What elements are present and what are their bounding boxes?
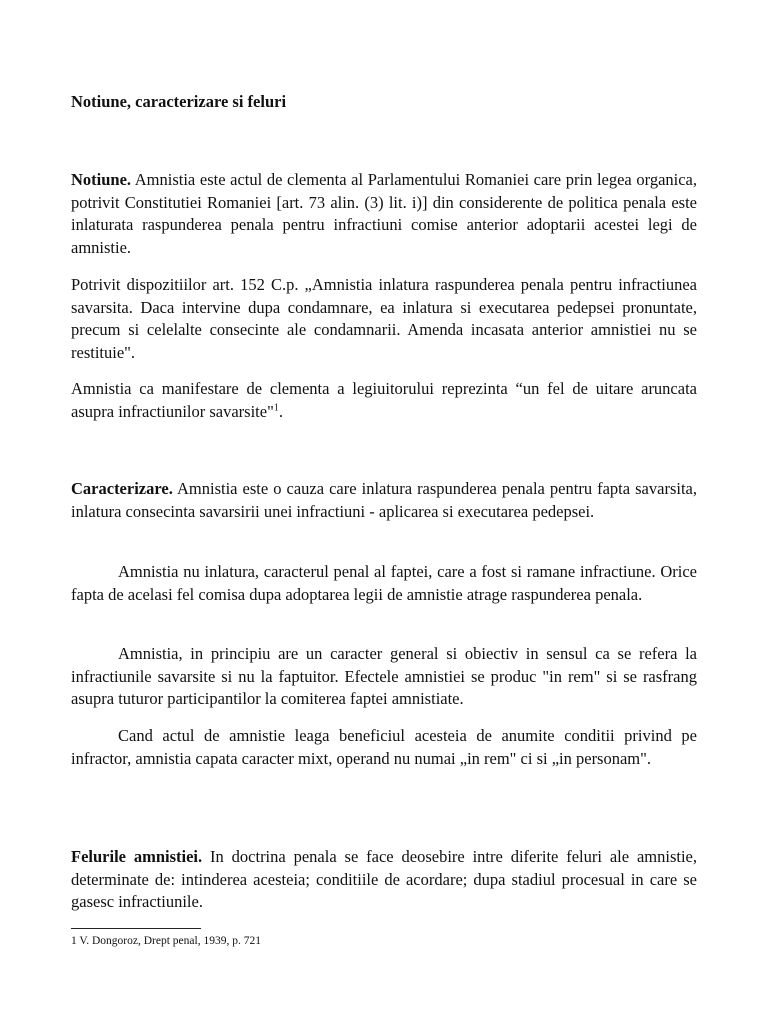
paragraph-clementa [71, 378, 697, 423]
paragraph-tail: . [278, 401, 283, 421]
document-title: Notiune, caracterizare si feluri [71, 92, 287, 111]
paragraph-text: Amnistia este actul de clementa al Parlamentului Romaniei care prin legea organica, potrivit Constitutiei Romaniei [art. 73 alin. (3) lit. i)] din considerente de politica penala este inlaturata raspunderea penala pentru infractiuni comise anterior adoptarii acestei legi de amnistie. [71, 170, 697, 257]
paragraph-text: Amnistia este o cauza care inlatura raspunderea penala pentru fapta savarsita, inlatura consecinta savarsirii unei infractiuni - aplicarea si executarea pedepsei. [71, 479, 697, 521]
paragraph-lead: Felurile amnistiei. [71, 847, 203, 866]
paragraph-text: Potrivit dispozitiilor art. 152 C.p. „Amnistia inlatura raspunderea penala pentru infractiunea savarsita. Daca intervine dupa condamnare, ea inlatura si executarea pedepsei pronuntate, precum si celelalte consecinte ale condamnarii. Amenda incasata anterior amnistiei nu se restituie". [71, 275, 697, 362]
paragraph-notiune [71, 169, 697, 259]
paragraph-lead: Caracterizare. [71, 479, 173, 498]
paragraph-art-152 [71, 274, 697, 364]
paragraph-text: In doctrina penala se face deosebire intre diferite feluri ale amnistie, determinate de: intinderea acesteia; conditiile de acordare; dupa stadiul procesual in care se gasesc infractiunile. [71, 847, 697, 911]
footnote-number: 1 [71, 935, 77, 947]
paragraph-caracterizare [71, 478, 697, 523]
paragraph-text: Amnistia, in principiu are un caracter general si obiectiv in sensul ca se refera la infractiunile savarsite si nu la faptuitor. Efectele amnistiei se produc "in rem" si se rasfrang asupra tuturor participantilor la comiterea faptei amnistiate. [71, 644, 697, 708]
footnote [71, 934, 261, 948]
footnote-reference[interactable]: 1 [273, 402, 279, 413]
footnote-text: V. Dongoroz, Drept penal, 1939, p. 721 [76, 935, 261, 947]
paragraph-caracter-penal [71, 561, 697, 606]
paragraph-caracter-general [71, 643, 697, 711]
paragraph-text: Amnistia nu inlatura, caracterul penal al faptei, care a fost si ramane infractiune. Orice fapta de acelasi fel comisa dupa adoptarea legii de amnistie atrage raspunderea penala. [71, 562, 697, 604]
paragraph-caracter-mixt [71, 725, 697, 770]
paragraph-text: Cand actul de amnistie leaga beneficiul acesteia de anumite conditii privind pe infractor, amnistia capata caracter mixt, operand nu numai „in rem" ci si „in personam". [71, 726, 697, 768]
paragraph-felurile [71, 846, 697, 914]
paragraph-text: Amnistia ca manifestare de clementa a legiuitorului reprezinta “un fel de uitare aruncata asupra infractiunilor savarsite" [71, 379, 697, 421]
footnote-divider [71, 928, 201, 929]
paragraph-lead: Notiune. [71, 170, 132, 189]
